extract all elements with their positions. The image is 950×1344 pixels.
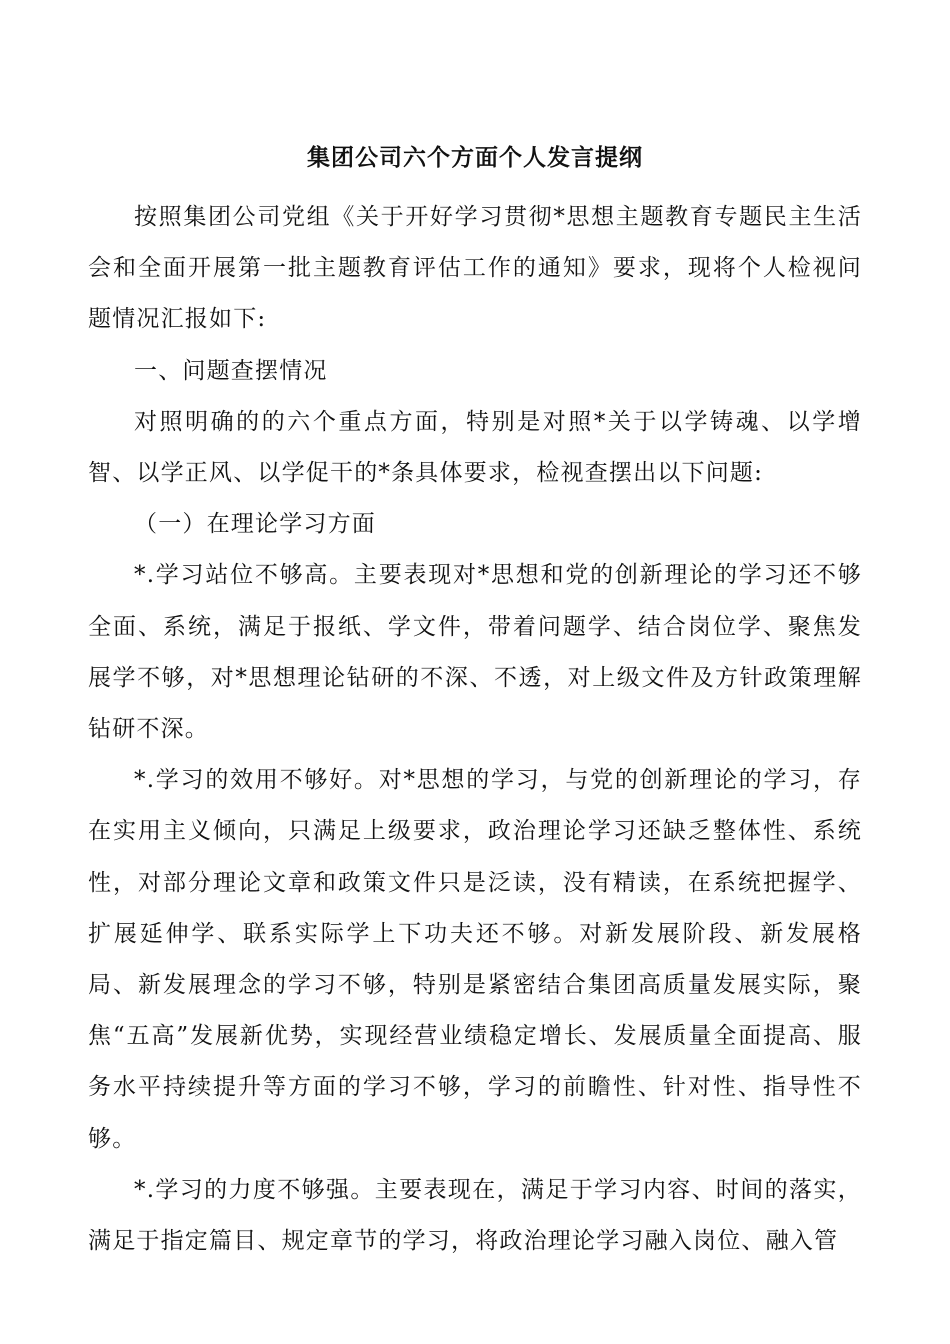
problem-item-3: *.学习的力度不够强。主要表现在，满足于学习内容、时间的落实，满足于指定篇目、规定章节的学习，将政治理论学习融入岗位、融入管 (88, 1176, 862, 1255)
intro-paragraph: 按照集团公司党组《关于开好学习贯彻*思想主题教育专题民主生活会和全面开展第一批主题教育评估工作的通知》要求，现将个人检视问题情况汇报如下: (88, 204, 862, 333)
document-page (88, 140, 862, 1267)
title-spacer (88, 176, 862, 192)
subsection-heading-theory-study: （一）在理论学习方面 (134, 511, 376, 538)
section-heading-problems: 一、问题查摆情况 (134, 357, 328, 384)
problem-item-1: *.学习站位不够高。主要表现对*思想和党的创新理论的学习还不够全面、系统，满足于报纸、学文件，带着问题学、结合岗位学、聚焦发展学不够，对*思想理论钻研的不深、不透，对上级文件及方针政策理解钻研不深。 (88, 562, 862, 743)
document-title: 集团公司六个方面个人发言提纲 (307, 144, 643, 171)
section-lead-paragraph: 对照明确的的六个重点方面，特别是对照*关于以学铸魂、以学增智、以学正风、以学促干的*条具体要求，检视查摆出以下问题: (88, 408, 862, 487)
problem-item-2: *.学习的效用不够好。对*思想的学习，与党的创新理论的学习，存在实用主义倾向，只满足上级要求，政治理论学习还缺乏整体性、系统性，对部分理论文章和政策文件只是泛读，没有精读，在系统把握学、扩展延伸学、联系实际学上下功夫还不够。对新发展阶段、新发展格局、新发展理念的学习不够，特别是紧密结合集团高质量发展实际，聚焦“五高”发展新优势，实现经营业绩稳定增长、发展质量全面提高、服务水平持续提升等方面的学习不够，学习的前瞻性、针对性、指导性不够。 (88, 767, 862, 1152)
